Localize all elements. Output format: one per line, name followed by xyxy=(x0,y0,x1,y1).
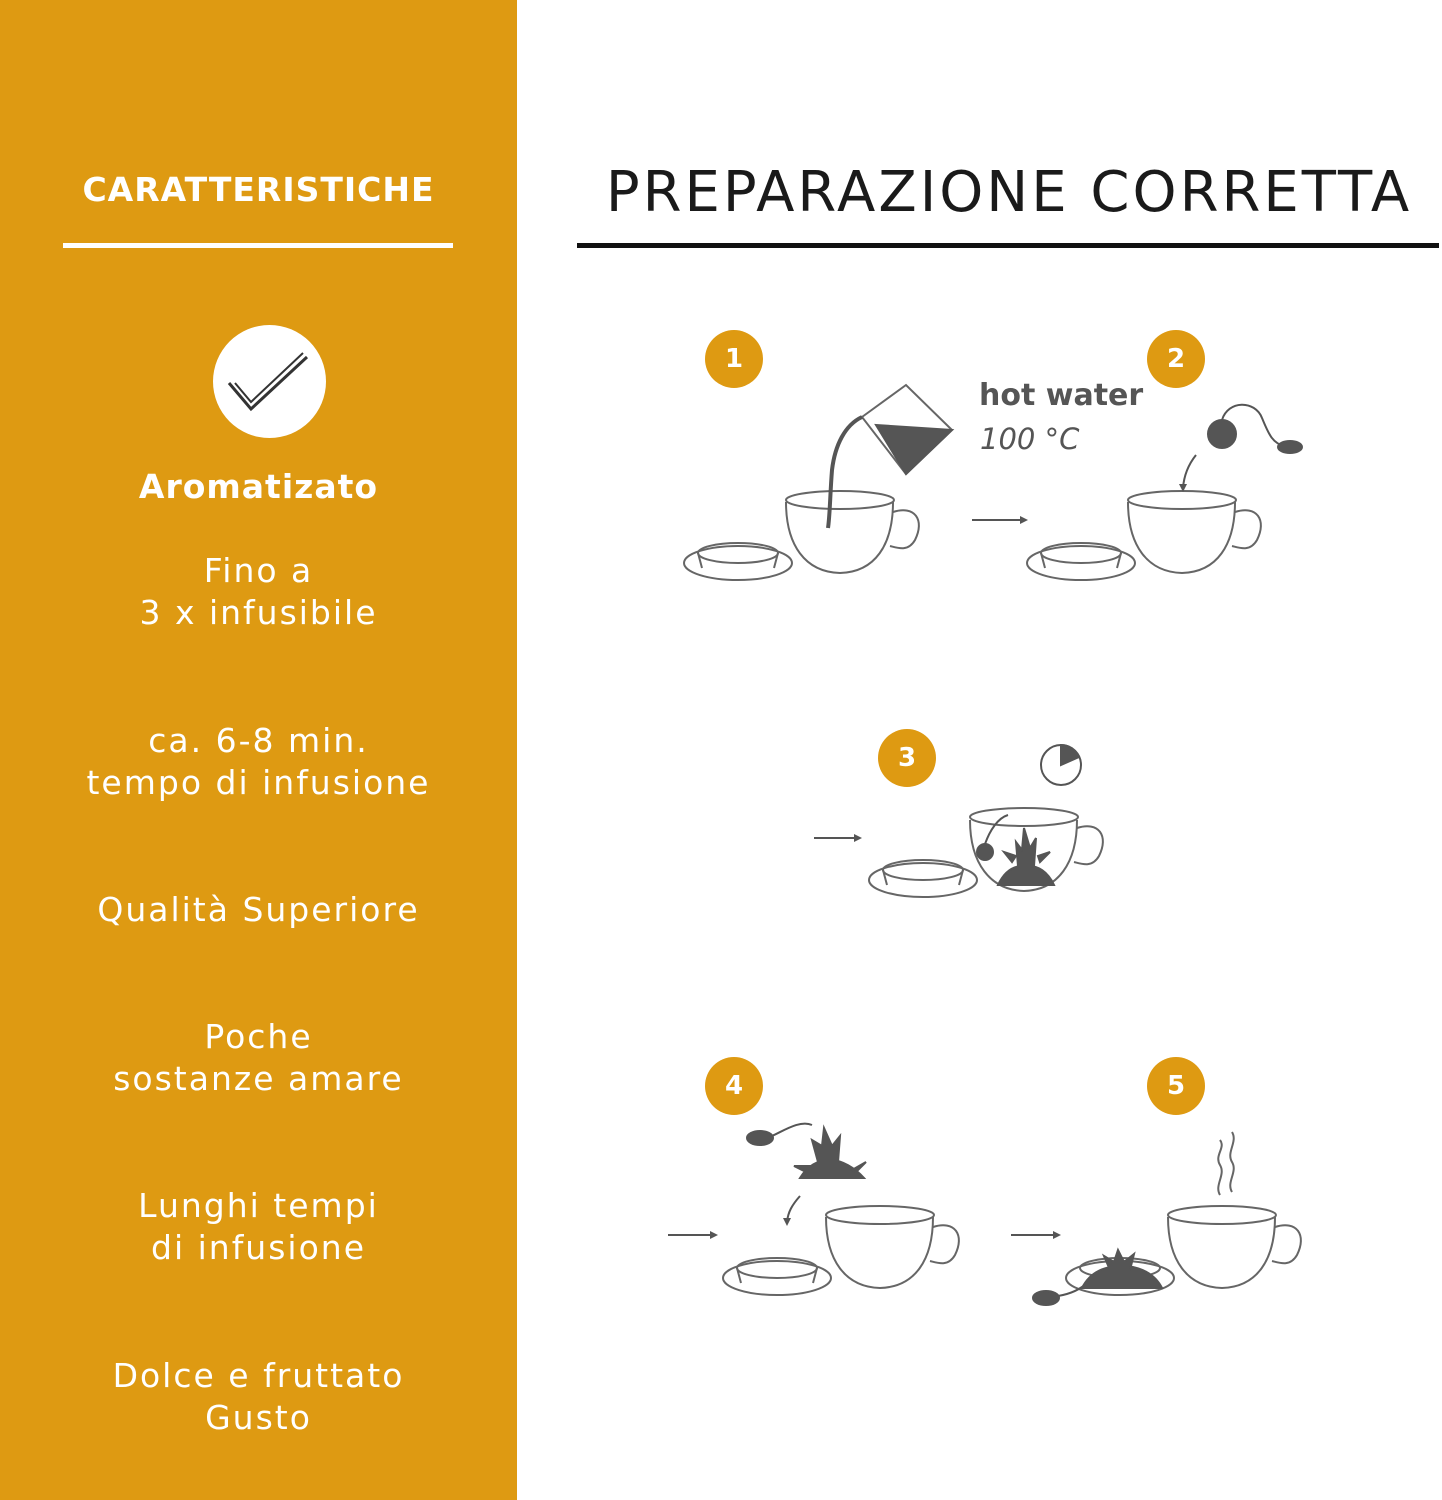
feature-line: Qualità Superiore xyxy=(97,890,420,929)
arrow-icon xyxy=(814,834,862,842)
arrow-icon xyxy=(668,1231,718,1239)
saucer-icon xyxy=(869,860,977,897)
feature-line: Lunghi tempi xyxy=(138,1186,379,1225)
step-badge-2: 2 xyxy=(1147,330,1205,388)
feature-line: Dolce e fruttato xyxy=(112,1356,405,1395)
saucer-icon xyxy=(684,543,792,580)
steam-icon xyxy=(1218,1132,1233,1195)
step-badge-5: 5 xyxy=(1147,1057,1205,1115)
cup-icon xyxy=(786,491,919,573)
feature-line: 3 x infusibile xyxy=(139,593,378,632)
cup-icon xyxy=(1168,1206,1301,1288)
tea-flower-icon xyxy=(1179,405,1302,492)
feature-line: di infusione xyxy=(151,1228,366,1267)
step-badge-1: 1 xyxy=(705,330,763,388)
page-title: PREPARAZIONE CORRETTA xyxy=(605,160,1413,225)
feature-line: Gusto xyxy=(205,1398,312,1437)
cup-icon xyxy=(826,1206,959,1288)
feature-line: Fino a xyxy=(203,551,314,590)
feature-line: sostanze amare xyxy=(113,1059,404,1098)
cup-icon xyxy=(1128,491,1261,573)
step-badge-3: 3 xyxy=(878,729,936,787)
temperature-label: 100 °C xyxy=(980,422,1080,456)
arrow-icon xyxy=(1011,1231,1061,1239)
tea-flower-icon xyxy=(1033,1250,1162,1305)
feature-line: Aromatizato xyxy=(138,467,379,506)
saucer-icon xyxy=(1027,543,1135,580)
jug-icon xyxy=(828,385,952,528)
timer-icon xyxy=(1041,745,1081,785)
feature-line: Poche xyxy=(204,1017,313,1056)
saucer-icon xyxy=(723,1258,831,1295)
sidebar-title: CARATTERISTICHE xyxy=(82,170,435,209)
tea-flower-icon xyxy=(747,1124,866,1226)
arrow-icon xyxy=(972,516,1028,524)
hot-water-label: hot water xyxy=(979,378,1144,413)
feature-line: tempo di infusione xyxy=(86,763,431,802)
feature-line: ca. 6-8 min. xyxy=(148,721,369,760)
step-badge-4: 4 xyxy=(705,1057,763,1115)
